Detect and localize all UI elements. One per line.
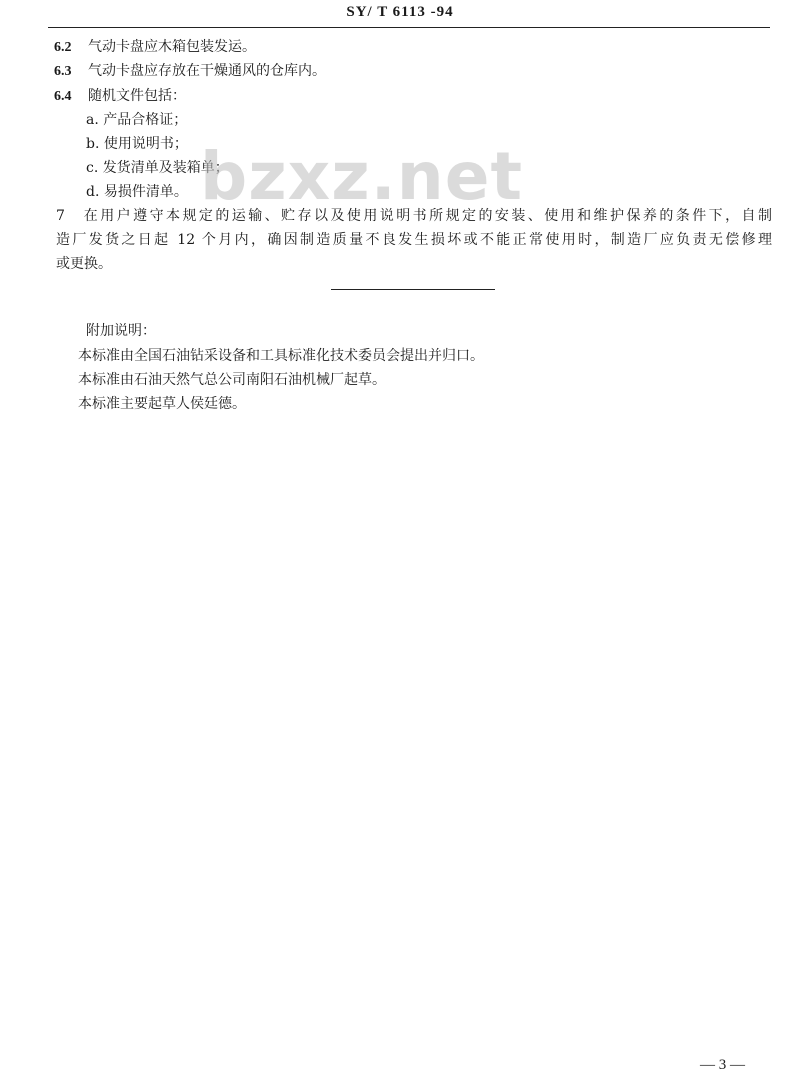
document-item-d: d. 易损件清单。 (86, 184, 188, 200)
notes-title: 附加说明： (86, 323, 156, 339)
notes-line-3: 本标准主要起草人侯廷德。 (78, 396, 246, 412)
clause-text: 气动卡盘应木箱包装发运。 (88, 39, 256, 55)
document-item-c: c. 发货清单及装箱单； (86, 160, 229, 176)
page-number: — 3 — (700, 1057, 745, 1073)
clause-6-3 (54, 63, 326, 80)
warranty-line-2: 造厂发货之日起 12 个月内，确因制造质量不良发生损坏或不能正常使用时，制造厂应负责无偿修理 (56, 232, 772, 248)
document-item-b: b. 使用说明书； (86, 136, 188, 152)
notes-line-2: 本标准由石油天然气总公司南阳石油机械厂起草。 (78, 372, 386, 388)
clause-number: 6.4 (54, 89, 72, 104)
header-rule (48, 27, 770, 28)
warranty-line-3: 或更换。 (56, 256, 112, 272)
notes-line-1: 本标准由全国石油钻采设备和工具标准化技术委员会提出并归口。 (78, 348, 484, 364)
clause-text: 气动卡盘应存放在干燥通风的仓库内。 (88, 63, 326, 79)
clause-6-4 (54, 88, 186, 105)
warranty-line-1: 7 在用户遵守本规定的运输、贮存以及使用说明书所规定的安装、使用和维护保养的条件下，自制 (56, 208, 772, 224)
clause-number: 6.2 (54, 40, 72, 55)
watermark: bzxz.net (200, 138, 524, 215)
clause-text: 随机文件包括： (88, 88, 186, 104)
standard-code-header: SY/ T 6113 -94 (346, 4, 454, 20)
section-divider (331, 289, 495, 290)
clause-number: 6.3 (54, 64, 72, 79)
document-item-a: a. 产品合格证； (86, 112, 188, 128)
clause-6-2 (54, 39, 256, 56)
